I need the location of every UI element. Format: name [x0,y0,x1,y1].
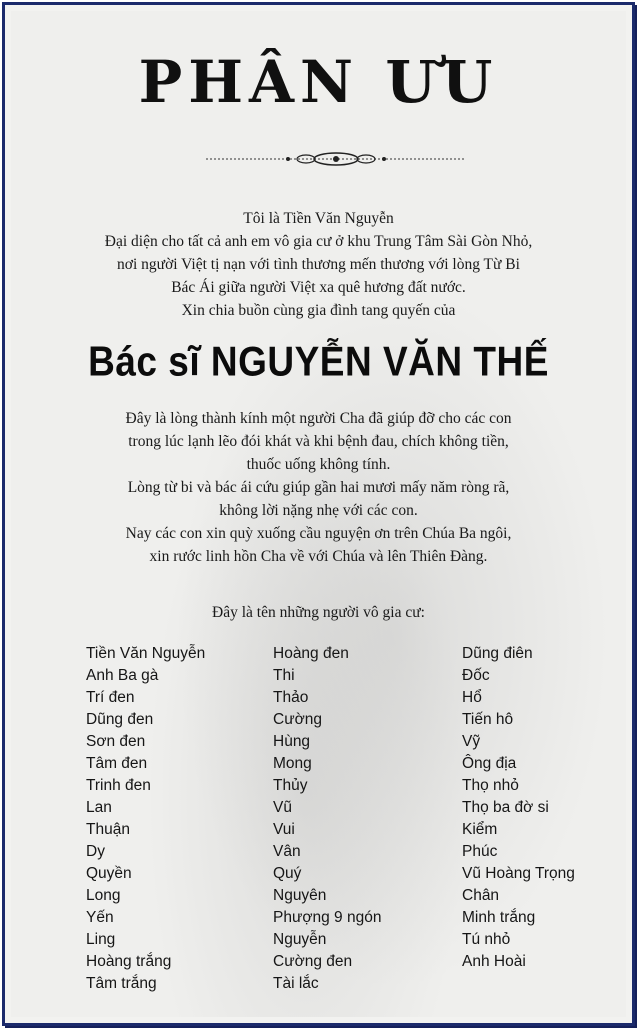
name-entry: Mong [273,755,312,772]
name-entry: Đốc [462,667,490,684]
name-entry: Ông địa [462,755,517,772]
name-entry: Thuận [86,821,130,838]
names-column-2 [273,643,381,995]
name-entry: Quý [273,865,302,882]
name-entry: Thảo [273,689,309,706]
name-entry: Dy [86,843,105,860]
divider-ornament [206,149,466,167]
name-entry: Phượng 9 ngón [273,909,382,926]
name-entry: Tâm đen [86,755,148,772]
name-entry: Anh Ba gà [86,667,159,684]
name-entry: Tâm trắng [86,975,157,992]
message-paragraph [11,407,626,568]
names-column-3 [462,643,575,973]
intro-paragraph [11,207,626,322]
name-entry: Sơn đen [86,733,146,750]
name-entry: Vui [273,821,295,838]
message-line: Lòng từ bi và bác ái cứu giúp gần hai mươi mấy năm ròng rã, [127,479,510,496]
name-entry: Ling [86,931,116,948]
name-entry: Tiền Văn Nguyễn [86,645,206,662]
name-entry: Thủy [273,777,308,794]
name-entry: Tài lắc [273,975,319,992]
name-entry: Dũng điên [462,645,533,662]
name-entry: Hoàng đen [273,645,349,662]
name-entry: Phúc [462,843,498,860]
name-entry: Chân [462,887,500,904]
name-entry: Quyền [86,865,132,882]
message-line: thuốc uống không tính. [246,456,391,473]
name-entry: Cường [273,711,322,728]
name-entry: Thọ nhỏ [462,777,519,794]
doctor-name: Bác sĩ NGUYỄN VĂN THẾ [88,338,549,385]
page-title: PHÂN ƯU [138,48,499,116]
message-line: Nay các con xin quỳ xuống cầu nguyện ơn trên Chúa Ba ngôi, [125,525,512,542]
message-line: Đây là lòng thành kính một người Cha đã giúp đỡ cho các con [125,410,512,427]
name-entry: Trí đen [86,689,135,706]
name-entry: Long [86,887,121,904]
name-entry: Vũ Hoàng Trọng [462,865,575,882]
name-entry: Vũ [273,799,292,816]
name-entry: Tú nhỏ [462,931,511,948]
intro-line: nơi người Việt tị nạn với tình thương mến thương với lòng Từ Bi [117,256,520,273]
message-line: không lời nặng nhẹ với các con. [219,502,418,519]
name-entry: Minh trắng [462,909,536,926]
message-line: xin rước linh hồn Cha về với Chúa và lên Thiên Đàng. [149,548,488,565]
name-entry: Hoàng trắng [86,953,172,970]
names-column-1 [86,643,205,995]
name-entry: Anh Hoài [462,953,526,970]
name-entry: Nguyên [273,887,327,904]
message-line: trong lúc lạnh lẽo đói khát và khi bệnh đau, chích không tiền, [128,433,509,450]
name-entry: Hùng [273,733,311,750]
intro-line: Đại diện cho tất cả anh em vô gia cư ở khu Trung Tâm Sài Gòn Nhỏ, [104,233,533,250]
notice-frame [2,2,635,1026]
name-entry: Trinh đen [86,777,151,794]
name-entry: Vân [273,843,301,860]
name-entry: Hổ [462,689,482,706]
name-entry: Cường đen [273,953,353,970]
names-heading: Đây là tên những người vô gia cư: [212,604,425,621]
name-entry: Tiến hô [462,711,514,728]
name-entry: Vỹ [462,733,481,750]
intro-line: Bác Ái giữa người Việt xa quê hương đất nước. [171,279,466,296]
name-entry: Nguyễn [273,931,327,948]
name-entry: Dũng đen [86,711,154,728]
intro-line: Tôi là Tiền Văn Nguyễn [243,210,394,227]
name-entry: Thọ ba đờ si [462,799,549,816]
notice-paper [11,11,626,1017]
name-entry: Kiểm [462,821,498,838]
intro-line: Xin chia buồn cùng gia đình tang quyến của [181,302,456,319]
name-entry: Thi [273,667,295,684]
name-entry: Lan [86,799,112,816]
name-entry: Yến [86,909,114,926]
